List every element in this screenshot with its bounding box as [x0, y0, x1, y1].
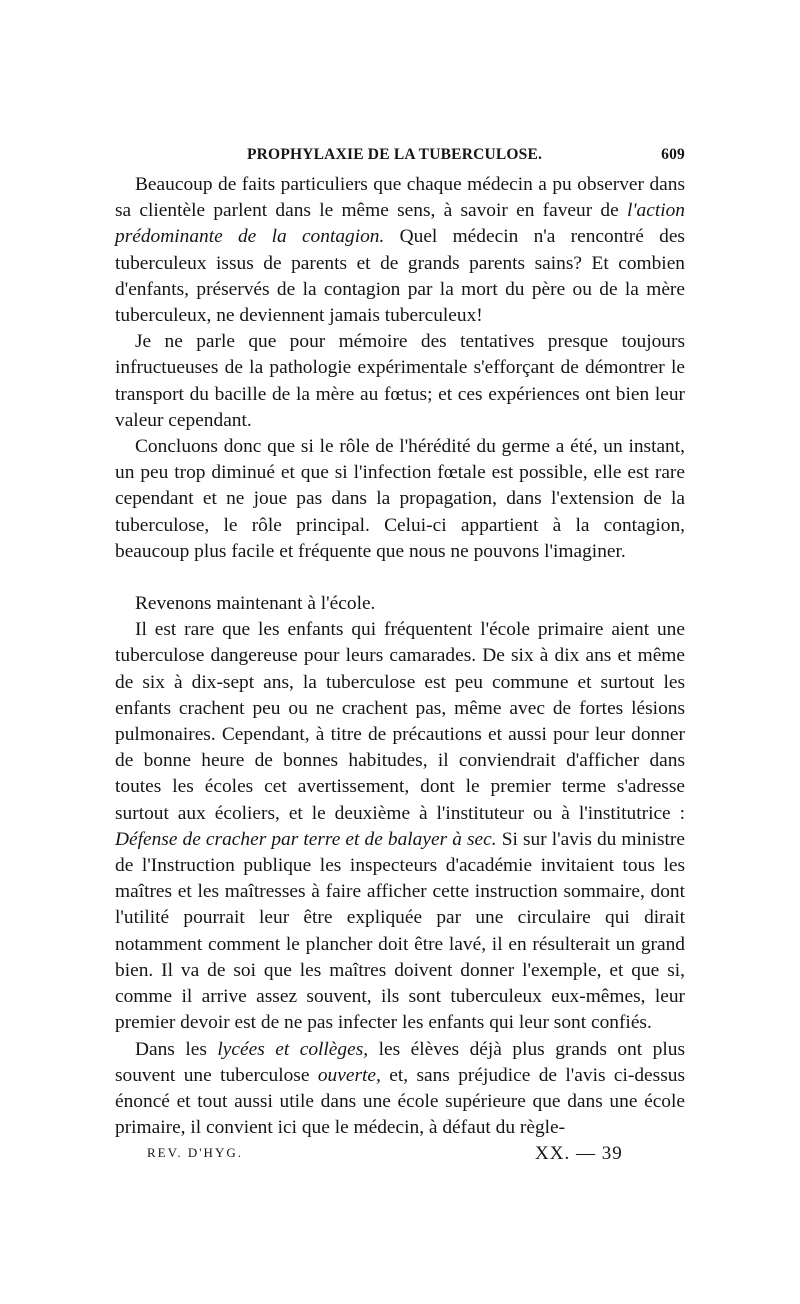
page-footer	[115, 1143, 685, 1173]
paragraph	[115, 591, 685, 617]
text-segment: et, sans préjudice de l'avis ci-dessus énoncé et tout aussi utile dans une école supérieure que dans une école primaire, il convient ici que le médecin, à défaut du règle-	[115, 1064, 685, 1139]
paragraph	[115, 617, 685, 1036]
text-segment: Il est rare que les enfants qui fréquentent l'école primaire aient une tuberculose dangereuse pour leurs camarades. De six à dix ans et même de six à dix-sept ans, la tuberculose est peu commune et surtout les enfants crachent peu ou ne crachent pas, même avec de fortes lésions pulmonaires. Cependant, à titre de précautions et aussi pour leur donner de bonne heure de bonnes habitudes, il conviendrait d'afficher dans toutes les écoles cet avertissement, dont le premier terme s'adresse surtout aux écoliers, et le deuxième à l'instituteur ou à l'institutrice :	[115, 619, 685, 824]
page-number: 609	[661, 146, 685, 163]
paragraph	[115, 172, 685, 329]
text-segment: les élèves déjà plus grands ont plus souvent une tuberculose	[115, 1038, 685, 1086]
paragraph	[115, 1037, 685, 1142]
text-segment: Je ne parle que pour mémoire des tentatives presque toujours infructueuses de la pathologie expérimentale s'efforçant de démontrer le transport du bacille de la mère au fœtus; et ces expériences ont bien leur valeur cependant.	[115, 331, 685, 431]
italic-segment: lycées et collèges,	[217, 1038, 369, 1060]
running-title: PROPHYLAXIE DE LA TUBERCULOSE.	[247, 146, 543, 163]
volume-marker: XX. — 39	[535, 1143, 623, 1165]
text-segment: Dans les	[135, 1038, 218, 1060]
text-segment: Revenons maintenant à l'école.	[135, 593, 376, 615]
paragraph	[115, 434, 685, 565]
body-text	[115, 172, 685, 1141]
signature-mark: REV. D'HYG.	[147, 1145, 243, 1161]
italic-segment: ouverte,	[317, 1064, 381, 1086]
text-segment: Concluons donc que si le rôle de l'hérédité du germe a été, un instant, un peu trop diminué et que si l'infection fœtale est possible, elle est rare cependant et ne joue pas dans la propagation, dans l'extension de la tuberculose, le rôle principal. Celui-ci appartient à la contagion, beaucoup plus facile et fréquente que nous ne pouvons l'imaginer.	[115, 436, 685, 562]
italic-segment: Défense de cracher par terre et de balayer à sec.	[115, 828, 497, 850]
running-head	[115, 142, 685, 172]
italic-segment: l'action prédominante de la contagion.	[115, 200, 685, 248]
text-segment: Quel médecin n'a rencontré des tuberculeux issus de parents et de grands parents sains? Et combien d'enfants, préservés de la contagion par la mort du père ou de la mère tuberculeux, ne deviennent jamais tuberculeux!	[115, 226, 685, 327]
page	[115, 142, 685, 1173]
paragraph	[115, 329, 685, 434]
text-segment: Beaucoup de faits particuliers que chaque médecin a pu observer dans sa clientèle parlent dans le même sens, à savoir en faveur de	[115, 174, 685, 222]
text-segment: Si sur l'avis du ministre de l'Instruction publique les inspecteurs d'académie invitaient tous les maîtres et les maîtresses à faire afficher cette instruction sommaire, dont l'utilité pourrait leur être expliquée par une circulaire qui dirait notamment comment le plancher doit être lavé, il en résulterait un grand bien. Il va de soi que les maîtres doivent donner l'exemple, et que si, comme il arrive assez souvent, ils sont tuberculeux eux-mêmes, leur premier devoir est de ne pas infecter les enfants qui leur sont confiés.	[115, 828, 685, 1034]
